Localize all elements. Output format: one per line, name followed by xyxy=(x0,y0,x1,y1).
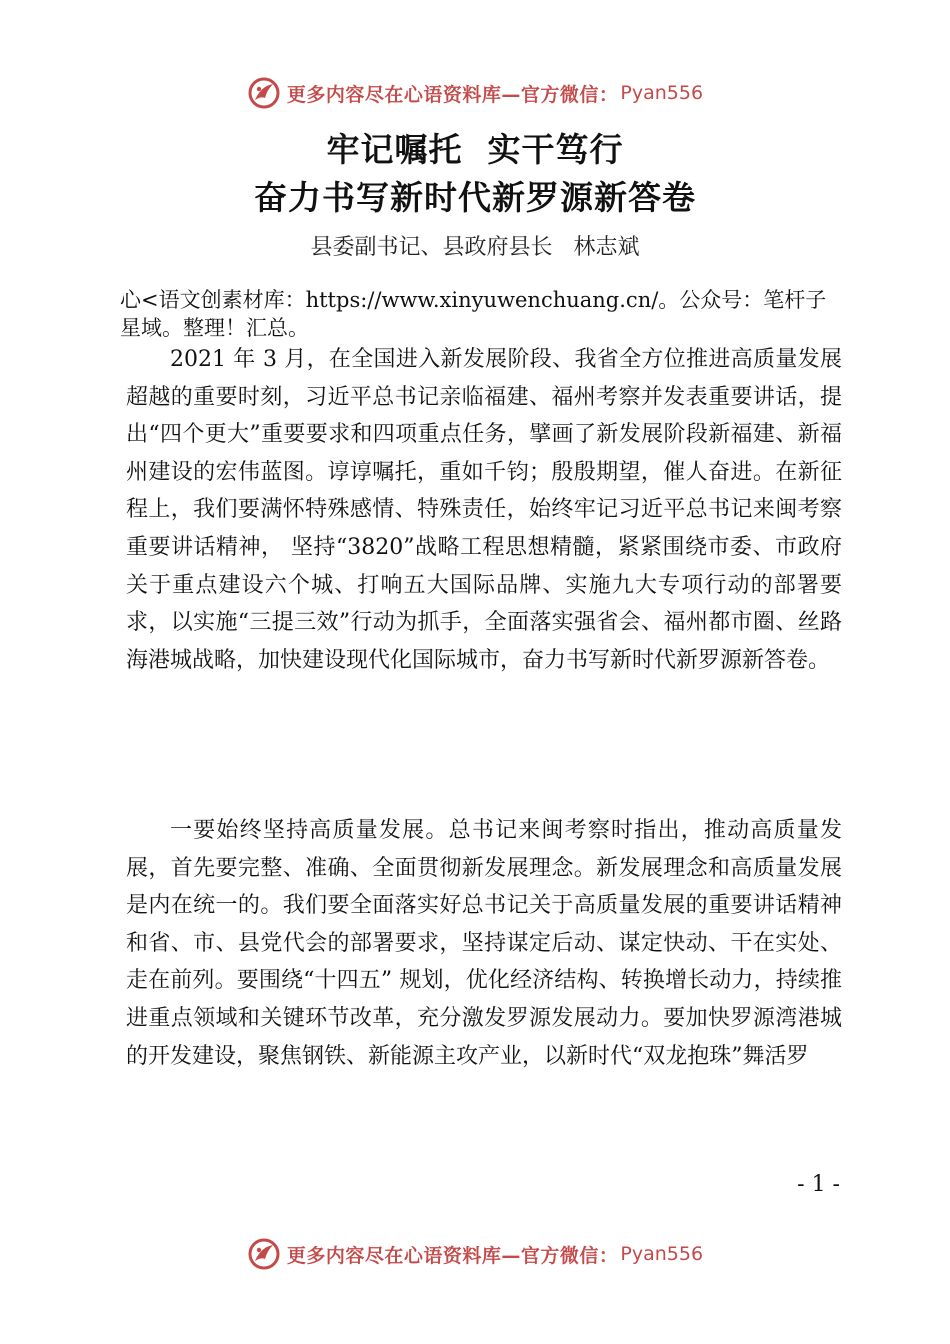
ink-brush-logo-icon xyxy=(247,76,281,110)
source-note: 心<语文创素材库：https://www.xinyuwenchuang.cn/。公众号：笔杆子星域。整理！汇总。 xyxy=(120,288,827,340)
banner-wechat-id: Pyan556 xyxy=(620,1243,704,1265)
author-line: 县委副书记、县政府县长 林志斌 xyxy=(310,235,640,260)
footer-banner xyxy=(0,1232,950,1276)
document-title-line-2: 奋力书写新时代新罗源新答卷 xyxy=(254,178,696,217)
banner-text: 更多内容尽在心语资料库—官方微信： xyxy=(286,1244,619,1267)
banner-text: 更多内容尽在心语资料库—官方微信： xyxy=(286,83,619,106)
header-banner xyxy=(0,71,950,115)
document-title-line-1: 牢记嘱托 实干笃行 xyxy=(326,130,624,169)
ink-brush-logo-icon xyxy=(247,1237,281,1271)
banner-wechat-id: Pyan556 xyxy=(620,82,704,104)
body-paragraph-2: 一要始终坚持高质量发展。总书记来闽考察时指出，推动高质量发展，首先要完整、准确、全面贯彻新发展理念。新发展理念和高质量发展是内在统一的。我们要全面落实好总书记关于高质量发展的重要讲话精神和省、市、县党代会的部署要求，坚持谋定后动、谋定快动、干在实处、走在前列。要围绕“十四五” 规划，优化经济结构、转换增长动力，持续推进重点领域和关键环节改革，充分激发罗源发展动力。要加快罗源湾港城的开发建设，聚焦钢铁、新能源主攻产业，以新时代“双龙抱珠”舞活罗 xyxy=(126,818,842,1069)
page-number: - 1 - xyxy=(797,1172,840,1197)
body-paragraph-1: 2021 年 3 月，在全国进入新发展阶段、我省全方位推进高质量发展超越的重要时刻，习近平总书记亲临福建、福州考察并发表重要讲话，提出“四个更大”重要要求和四项重点任务，擘画了新发展阶段新福建、新福州建设的宏伟蓝图。谆谆嘱托，重如千钧；殷殷期望，催人奋进。在新征程上，我们要满怀特殊感情、特殊责任，始终牢记习近平总书记来闽考察重要讲话精神， 坚持“3820”战略工程思想精髓，紧紧围绕市委、市政府关于重点建设六个城、打响五大国际品牌、实施九大专项行动的部署要求，以实施“三提三效”行动为抓手，全面落实强省会、福州都市圈、丝路海港城战略，加快建设现代化国际城市，奋力书写新时代新罗源新答卷。 xyxy=(126,347,842,673)
